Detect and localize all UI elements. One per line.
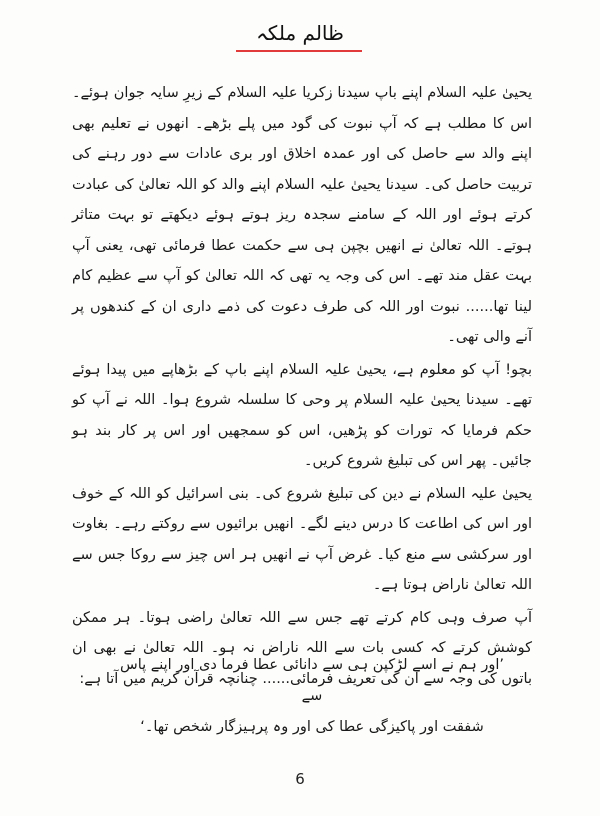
page-number: 6 bbox=[295, 770, 305, 788]
paragraph-2: بچو! آپ کو معلوم ہے، یحییٰ علیہ السلام اپنے باپ کے بڑھاپے میں پیدا ہوئے تھے۔ سیدنا یحییٰ علیہ السلام پر وحی کا سلسلہ شروع ہوا۔ اللہ نے آپ کو حکم فرمایا کہ تورات کو پڑھیں، اس کو سمجھیں اور اس پر کار بند ہو جائیں۔ پھر اس کی تبلیغ شروع کریں۔ bbox=[72, 361, 532, 469]
paragraph-4: آپ صرف وہی کام کرتے تھے جس سے اللہ تعالیٰ راضی ہوتا۔ ہر ممکن کوشش کرتے کہ کسی بات سے اللہ ناراض نہ ہو۔ اللہ تعالیٰ نے بھی ان باتوں کی وجہ سے ان کی تعریف فرمائی...... چنانچہ قرآن کریم میں آتا ہے: bbox=[72, 609, 532, 687]
quote-line-2: شفقت اور پاکیزگی عطا کی اور وہ پرہیزگار شخص تھا۔‘ bbox=[140, 719, 484, 735]
header-underline bbox=[236, 50, 362, 52]
header-title: ظالم ملکہ bbox=[256, 21, 344, 45]
quran-quote bbox=[112, 650, 512, 743]
paragraph-3: یحییٰ علیہ السلام نے دین کی تبلیغ شروع کی۔ بنی اسرائیل کو اللہ کے خوف اور اس کی اطاعت کا درس دینے لگے۔ انھیں برائیوں سے روکتے رہے۔ بغاوت اور سرکشی سے منع کیا۔ غرض آپ نے انھیں ہر اس چیز سے روکا جس سے اللہ تعالیٰ ناراض ہوتا ہے۔ bbox=[72, 485, 532, 593]
quote-line-1: ’اور ہم نے اسے لڑکپن ہی سے دانائی عطا فرما دی اور اپنے پاس سے bbox=[120, 657, 504, 704]
body-text bbox=[72, 78, 532, 696]
paragraph-1: یحییٰ علیہ السلام اپنے باپ سیدنا زکریا علیہ السلام کے زیرِ سایہ جوان ہوئے۔ اس کا مطلب ہے کہ آپ نبوت کی گود میں پلے بڑھے۔ انھوں نے تعلیم بھی اپنے والد سے حاصل کی اور عمدہ اخلاق اور بری عادات سے دور رہنے کی تربیت حاصل کی۔ سیدنا یحییٰ علیہ السلام اپنے والد کو اللہ تعالیٰ کی عبادت کرتے ہوئے اور اللہ کے سامنے سجدہ ریز ہوتے ہوئے دیکھتے تو بہت متاثر ہوتے۔ اللہ تعالیٰ نے انھیں بچپن ہی سے حکمت عطا فرمائی تھی، یعنی آپ بہت عقل مند تھے۔ اس کی وجہ یہ تھی کہ اللہ تعالیٰ کو آپ سے عظیم کام لینا تھا...... نبوت اور اللہ کی طرف دعوت کی ذمے داری ان کے کندھوں پر آنے والی تھی۔ bbox=[72, 85, 532, 345]
running-header bbox=[240, 18, 360, 48]
